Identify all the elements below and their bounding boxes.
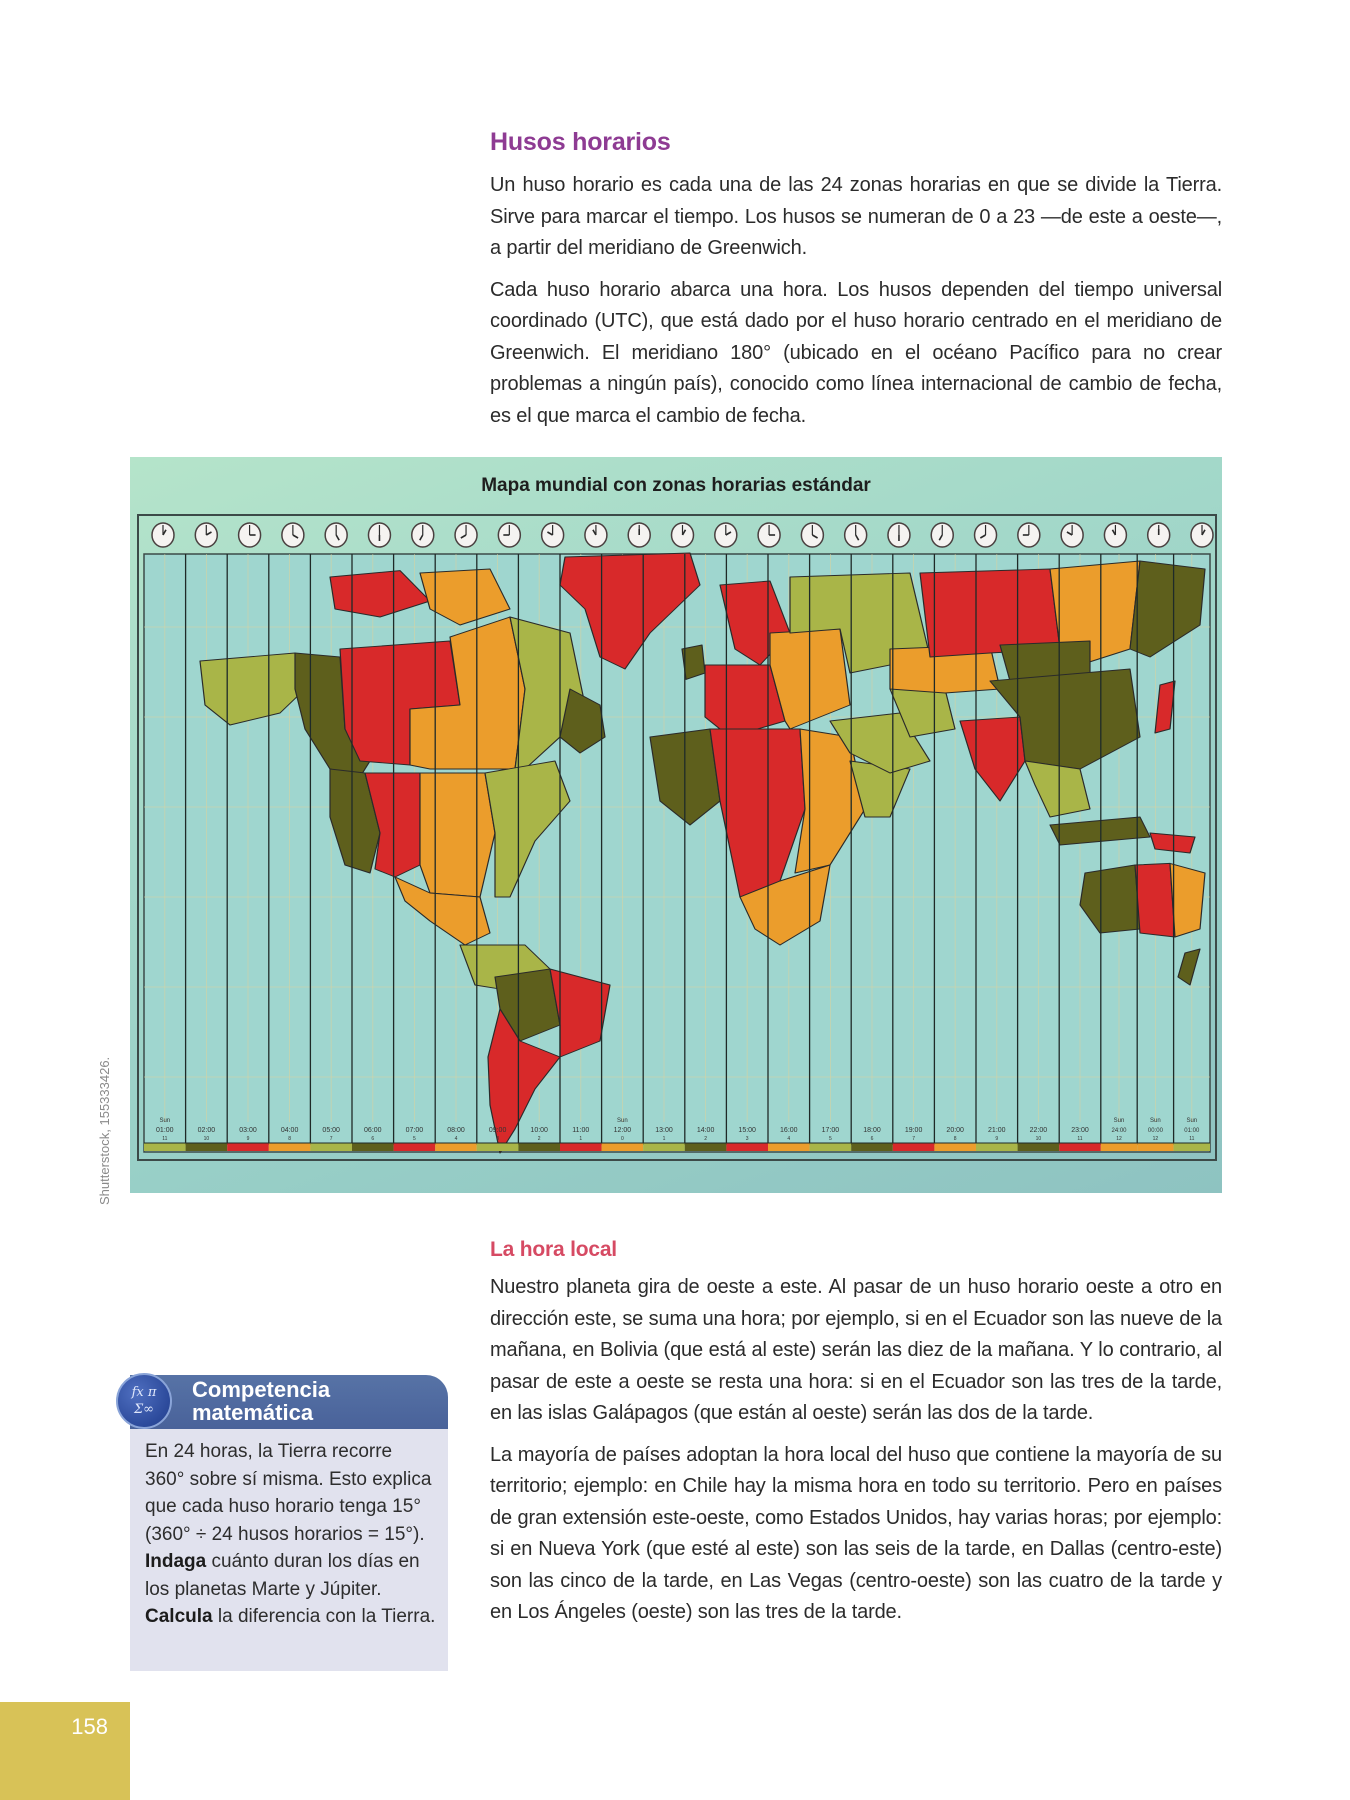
heading-la-hora-local: La hora local xyxy=(490,1238,617,1261)
clock-icon xyxy=(715,523,737,547)
math-symbols-icon-line2: Σ∞ xyxy=(133,1402,155,1417)
zone-time-label: 13:00 xyxy=(655,1127,673,1134)
zone-time-label: 01:00 xyxy=(156,1127,174,1134)
zone-time-label: 00:00 xyxy=(1147,1128,1163,1134)
page-number: 158 xyxy=(71,1714,108,1739)
zone-color-swatch xyxy=(394,1143,436,1151)
zone-offset-label: 11 xyxy=(1077,1136,1083,1142)
zone-color-swatch xyxy=(1059,1143,1101,1151)
zone-color-swatch xyxy=(477,1143,519,1151)
paragraph: La mayoría de países adoptan la hora local del huso que contiene la mayoría de su territorio; ejemplo: en Chile hay la misma hora en todo su territorio. Pero en países de gran extensión este-oeste, como Estados Unidos, hay varias horas; por ejemplo: si en Nueva York (que esté al este) son las seis de la tarde, en Dallas (centro-este) son las cinco de la tarde, en Las Vegas (centro-oeste) son las cuatro de la tarde y en Los Ángeles (oeste) son las tres de la tarde. xyxy=(490,1443,1222,1623)
zone-offset-label: 2 xyxy=(704,1136,707,1142)
clock-icon xyxy=(1191,523,1213,547)
zone-color-swatch xyxy=(1174,1143,1210,1151)
zone-offset-label: 10 xyxy=(1035,1136,1042,1142)
zone-color-swatch xyxy=(560,1143,602,1151)
map-graphic xyxy=(130,457,1222,1193)
clock-icon xyxy=(628,523,650,547)
clock-icon xyxy=(1104,523,1126,547)
zone-color-swatch xyxy=(893,1143,935,1151)
clock-icon xyxy=(498,523,520,547)
zone-color-swatch xyxy=(851,1143,893,1151)
clock-icon xyxy=(195,523,217,547)
clock-icon xyxy=(412,523,434,547)
zone-color-swatch xyxy=(934,1143,976,1151)
zone-offset-label: 12 xyxy=(1116,1136,1122,1142)
zone-time-label: 09:00 xyxy=(488,1127,507,1134)
math-symbols-icon xyxy=(116,1373,172,1429)
zone-color-strip xyxy=(144,1143,1210,1151)
zone-offset-label: 4 xyxy=(454,1136,458,1142)
zone-offset-label: 0 xyxy=(621,1136,624,1142)
zone-offset-label: 8 xyxy=(288,1136,291,1142)
zone-color-swatch xyxy=(144,1143,186,1151)
zone-time-label: 19:00 xyxy=(904,1127,923,1134)
zone-color-swatch xyxy=(1137,1143,1173,1151)
zone-time-label: 06:00 xyxy=(364,1127,382,1134)
zone-offset-label: 1 xyxy=(662,1136,666,1142)
clock-icon xyxy=(758,523,780,547)
clock-icon xyxy=(1061,523,1083,547)
competencia-text: En 24 horas, la Tierra recorre 360° sobre sí misma. Esto explica que cada huso horario tenga 15° (360° ÷ 24 husos horarios = 15°). xyxy=(145,1441,432,1545)
clock-icon xyxy=(672,523,694,547)
zone-time-label: 01:00 xyxy=(1184,1128,1200,1134)
zone-offset-label: 9 xyxy=(995,1136,999,1142)
zone-offset-label: 3 xyxy=(496,1136,499,1142)
heading-husos-horarios: Husos horarios xyxy=(490,128,671,156)
world-time-zone-map xyxy=(130,457,1222,1193)
clock-icon xyxy=(1018,523,1040,547)
zone-color-swatch xyxy=(768,1143,810,1151)
clock-icon xyxy=(931,523,953,547)
zone-color-swatch xyxy=(976,1143,1018,1151)
zone-time-label: 10:00 xyxy=(530,1127,548,1134)
zone-time-label: 08:00 xyxy=(447,1127,465,1134)
map-title: Mapa mundial con zonas horarias estándar xyxy=(481,475,871,496)
competencia-title-line1: Competencia xyxy=(192,1377,331,1402)
section-body-hora-local xyxy=(490,1272,1222,1629)
zone-color-swatch xyxy=(685,1143,727,1151)
zone-offset-label: 2 xyxy=(537,1136,541,1142)
zone-time-label: 03:00 xyxy=(239,1127,257,1134)
zone-offset-label: 6 xyxy=(371,1136,375,1142)
page-number-band xyxy=(0,1702,130,1800)
zone-time-label: 02:00 xyxy=(197,1127,216,1134)
zone-color-swatch xyxy=(186,1143,228,1151)
land-usa-central xyxy=(420,773,495,897)
zone-offset-label: 7 xyxy=(912,1136,915,1142)
zone-color-swatch xyxy=(810,1143,852,1151)
zone-time-label: 14:00 xyxy=(696,1127,715,1134)
zone-color-swatch xyxy=(726,1143,768,1151)
section-title-hora-local xyxy=(490,1238,1222,1262)
competencia-matematica-box xyxy=(130,1375,448,1671)
zone-time-label: 04:00 xyxy=(280,1127,299,1134)
zone-offset-label: 3 xyxy=(745,1136,749,1142)
zone-color-swatch xyxy=(1018,1143,1060,1151)
zone-offset-label: 5 xyxy=(829,1136,832,1142)
clock-icon xyxy=(888,523,910,547)
zone-time-label: 21:00 xyxy=(988,1127,1006,1134)
zone-offset-label: 4 xyxy=(787,1136,791,1142)
competencia-text: la diferencia con la Tierra. xyxy=(212,1606,436,1627)
zone-offset-label: 11 xyxy=(1189,1136,1195,1142)
zone-time-label: 11:00 xyxy=(572,1127,590,1134)
photo-credit: Shutterstock, 155333426. xyxy=(97,1056,112,1205)
clock-icon xyxy=(845,523,867,547)
zone-color-swatch xyxy=(352,1143,394,1151)
zone-time-label: 16:00 xyxy=(780,1127,798,1134)
zone-time-label: 20:00 xyxy=(946,1127,964,1134)
zone-offset-label: 6 xyxy=(870,1136,874,1142)
competencia-header xyxy=(130,1375,448,1429)
competencia-text: cuánto duran los días en los planetas Marte y Júpiter. xyxy=(145,1551,420,1600)
zone-day-label: Sun xyxy=(1150,1118,1161,1124)
zone-offset-label: 9 xyxy=(246,1136,250,1142)
zone-color-swatch xyxy=(227,1143,269,1151)
paragraph: Nuestro planeta gira de oeste a este. Al pasar de un huso horario oeste a otro en dirección este, se suma una hora; por ejemplo, si en el Ecuador son las nueve de la mañana, en Bolivia (que está al este) serán las diez de la mañana. Y lo contrario, al pasar de este a oeste se resta una hora: si en el Ecuador son las tres de la tarde, en las islas Galápagos (que están al oeste) serán las dos de la tarde. xyxy=(490,1276,1222,1424)
zone-offset-label: 12 xyxy=(1152,1136,1159,1142)
zone-time-label: 07:00 xyxy=(405,1127,424,1134)
competencia-title-line2: matemática xyxy=(192,1400,314,1425)
zone-time-label: 22:00 xyxy=(1029,1127,1048,1134)
zone-offset-label: 7 xyxy=(329,1136,333,1142)
land-australia-central xyxy=(1135,863,1175,937)
zone-color-swatch xyxy=(1101,1143,1137,1151)
clock-icon xyxy=(1148,523,1170,547)
zone-offset-label: 11 xyxy=(162,1136,168,1142)
zone-time-label: 24:00 xyxy=(1111,1128,1127,1134)
zone-time-label: 05:00 xyxy=(322,1127,340,1134)
zone-offset-label: 8 xyxy=(953,1136,957,1142)
zone-time-label: 15:00 xyxy=(738,1127,756,1134)
clock-icon xyxy=(239,523,261,547)
clock-icon xyxy=(975,523,997,547)
zone-day-label: Sun xyxy=(617,1118,628,1124)
clock-icon xyxy=(542,523,564,547)
clock-icon xyxy=(282,523,304,547)
clock-icon xyxy=(455,523,477,547)
clock-icon xyxy=(585,523,607,547)
paragraph: Cada huso horario abarca una hora. Los husos dependen del tiempo universal coordinado (UTC), que está dado por el huso horario centrado en el meridiano de Greenwich. El meridiano 180° (ubicado en el océano Pacífico para no crear problemas a ningún país), conocido como línea internacional de cambio de fecha, es el que marca el cambio de fecha. xyxy=(490,278,1222,427)
clock-icon xyxy=(152,523,174,547)
competencia-body xyxy=(130,1429,448,1671)
zone-color-swatch xyxy=(518,1143,560,1151)
zone-time-label: 18:00 xyxy=(863,1127,881,1134)
zone-day-label: Sun xyxy=(1113,1118,1125,1124)
section-title-husos-horarios xyxy=(490,128,1222,157)
land-australia-east xyxy=(1170,863,1205,937)
zone-color-swatch xyxy=(602,1143,644,1151)
zone-color-swatch xyxy=(643,1143,685,1151)
zone-color-swatch xyxy=(269,1143,311,1151)
paragraph: Un huso horario es cada una de las 24 zonas horarias en que se divide la Tierra. Sirve para marcar el tiempo. Los husos se numeran de 0 a 23 —de este a oeste—, a partir del meridiano de Greenwich. xyxy=(490,174,1222,259)
clock-icon xyxy=(325,523,347,547)
zone-offset-label: 10 xyxy=(203,1136,210,1142)
zone-offset-label: 5 xyxy=(413,1136,416,1142)
zone-time-label: 17:00 xyxy=(821,1127,840,1134)
competencia-keyword-indaga: Indaga xyxy=(145,1551,207,1572)
clock-icon xyxy=(801,523,823,547)
zone-offset-label: 1 xyxy=(579,1136,583,1142)
clock-row xyxy=(152,523,1213,547)
zone-day-label: Sun xyxy=(159,1118,171,1124)
zone-color-swatch xyxy=(435,1143,477,1151)
section-body-husos-horarios xyxy=(490,170,1222,432)
clock-icon xyxy=(368,523,390,547)
competencia-keyword-calcula: Calcula xyxy=(145,1606,213,1627)
zone-color-swatch xyxy=(310,1143,352,1151)
zone-day-label: Sun xyxy=(1186,1118,1198,1124)
land-uk xyxy=(682,645,705,679)
competencia-title xyxy=(192,1378,330,1424)
math-symbols-icon-line1: fx π xyxy=(131,1385,157,1400)
zone-time-label: 12:00 xyxy=(613,1127,632,1134)
zone-time-label: 23:00 xyxy=(1071,1127,1089,1134)
